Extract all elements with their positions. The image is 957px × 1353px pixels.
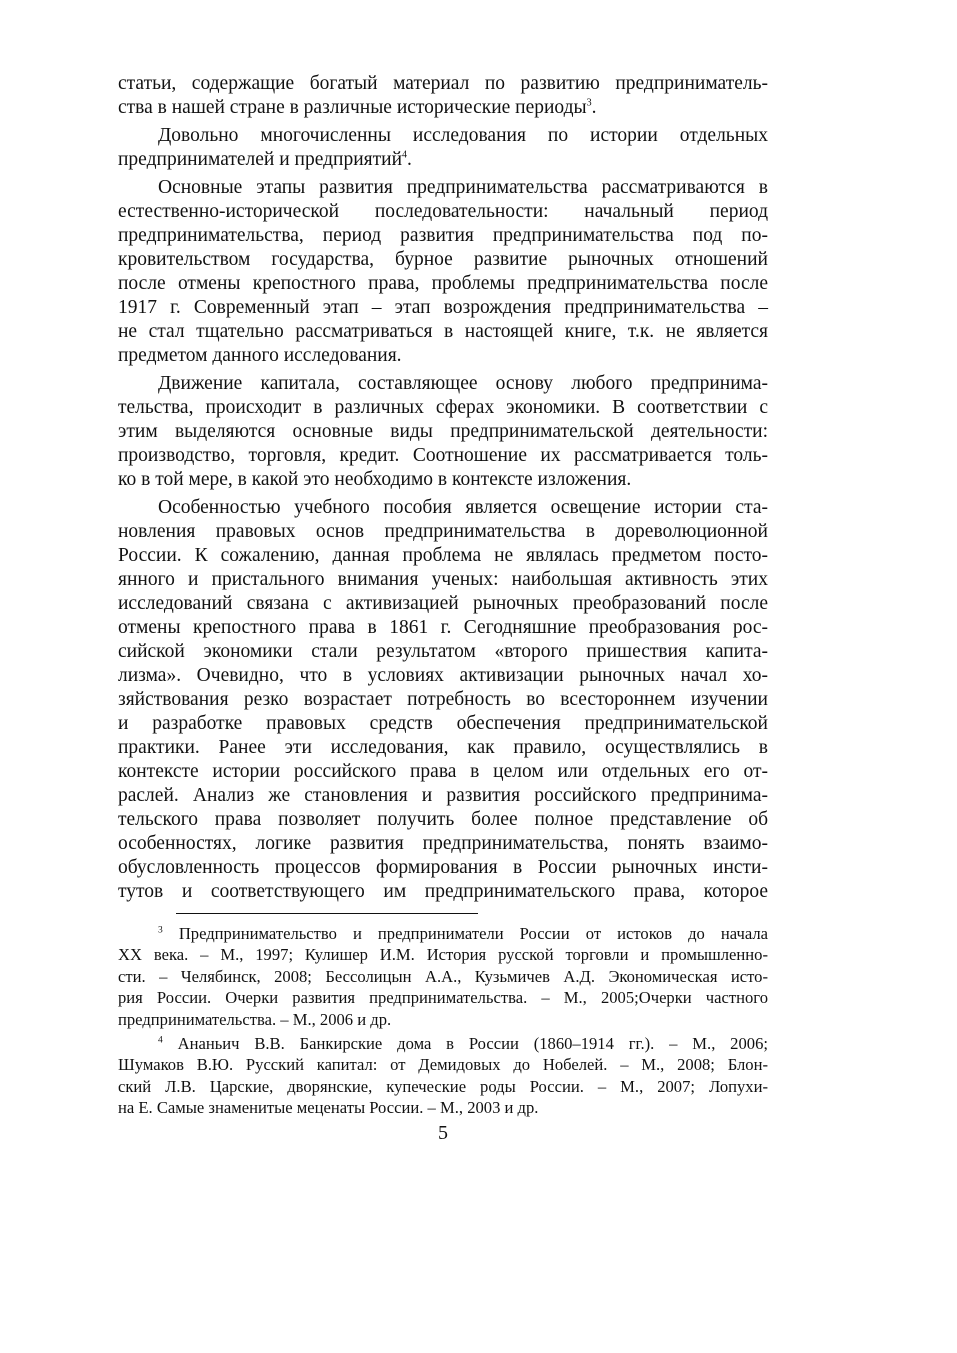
paragraph-line: [118, 664, 768, 688]
paragraph-line: [118, 736, 768, 760]
paragraph-line-text: этим выделяются основные виды предпринимательской деятельности:: [118, 421, 768, 442]
footnote-line: [118, 1054, 768, 1075]
footnote-ref[interactable]: 4: [402, 149, 408, 161]
paragraph-line-text: тутов и соответствующего им предпринимательского права, которое: [118, 881, 768, 902]
paragraph-line: [118, 296, 768, 320]
paragraph-line: [118, 856, 768, 880]
paragraph-line: [118, 616, 768, 640]
footnote-line: [118, 1076, 768, 1097]
paragraph-line: [118, 272, 768, 296]
paragraph: [118, 72, 768, 120]
paragraph-line: [118, 224, 768, 248]
paragraph: [118, 124, 768, 172]
footnote-marker: 3: [158, 925, 163, 936]
footnote-line-text: сти. – Челябинск, 2008; Бессолицын А.А., Кузьмичев А.Д. Экономическая исто-: [118, 966, 768, 986]
paragraph-line-text: контексте истории российского права в целом или отдельных его от-: [118, 761, 768, 782]
paragraph-line-text: и разработке правовых средств обеспечения предпринимательской: [118, 713, 768, 734]
paragraph-line-text: тельства, происходит в различных сферах экономики. В соответствии с: [118, 397, 768, 418]
paragraph-line: [118, 444, 768, 468]
paragraph-line: [118, 784, 768, 808]
footnotes: [118, 923, 768, 1122]
paragraph-line-text: предпринимателей и предприятий: [118, 149, 403, 170]
paragraph-line-text: производство, торговля, кредит. Соотношение их рассматривается толь-: [118, 445, 768, 466]
page-number: 5: [438, 1122, 448, 1144]
paragraph-line: [118, 760, 768, 784]
footnote-line: [118, 1009, 768, 1030]
paragraph-line-text: предметом данного исследования.: [118, 345, 402, 366]
footnote-line: [118, 1097, 768, 1118]
footnote-line: [118, 944, 768, 965]
footnote-line-text: Предпринимательство и предприниматели России от истоков до начала: [178, 924, 768, 943]
paragraph-line: [118, 520, 768, 544]
paragraph: [118, 176, 768, 368]
paragraph-line-text: особенностях, логике развития предпринимательства, понять взаимо-: [118, 833, 768, 854]
sentence-end: .: [407, 149, 412, 170]
paragraph-line: [118, 200, 768, 224]
footnote-line-text: рия России. Очерки развития предпринимательства. – М., 2005;Очерки частного: [118, 988, 768, 1008]
body-text: [118, 72, 768, 908]
footnote-ref[interactable]: 3: [586, 97, 592, 109]
footnote: [118, 1033, 768, 1119]
paragraph-line: [118, 640, 768, 664]
paragraph-line-text: после отмены крепостного права, проблемы предпринимательства после: [118, 273, 768, 294]
footnote-line-text: предпринимательства. – М., 2006 и др.: [118, 1009, 392, 1029]
footnote-line-text: ский Л.В. Царские, дворянские, купеческие роды России. – М., 2007; Лопухи-: [118, 1076, 768, 1096]
paragraph-line-text: кровительством государства, бурное развитие рыночных отношений: [118, 249, 768, 270]
paragraph-line-text: практики. Ранее эти исследования, как правило, осуществлялись в: [118, 737, 768, 758]
paragraph-line-text: исследований связана с активизацией рыночных преобразований после: [118, 593, 768, 614]
paragraph-line: [118, 124, 768, 148]
footnote-line-text: на Е. Самые знаменитые меценаты России. – М., 2003 и др.: [118, 1098, 539, 1118]
paragraph-line: [118, 372, 768, 396]
paragraph-line-text: Довольно многочисленны исследования по истории отдельных: [158, 125, 768, 146]
footnote-line: [118, 1033, 768, 1054]
paragraph-line: [118, 712, 768, 736]
paragraph-line: [118, 808, 768, 832]
paragraph-line-text: лизма». Очевидно, что в условиях активизации рыночных начал хо-: [118, 665, 768, 686]
footnote-marker: 4: [158, 1035, 163, 1046]
footnote-line-text: Ананьич В.В. Банкирские дома в России (1860–1914 гг.). – М., 2006;: [177, 1033, 768, 1053]
paragraph-line: [118, 96, 768, 120]
footnote-line: [118, 966, 768, 987]
footnote-line: [118, 987, 768, 1008]
paragraph-line: [118, 688, 768, 712]
paragraph-line: [118, 344, 768, 368]
footnote-separator: [176, 913, 478, 914]
paragraph-line-text: новления правовых основ предпринимательства в дореволюционной: [118, 521, 768, 542]
paragraph-line: [118, 396, 768, 420]
paragraph-line-text: Особенностью учебного пособия является освещение истории ста-: [158, 497, 768, 518]
paragraph-line-text: отмены крепостного права в 1861 г. Сегодняшние преобразования рос-: [118, 617, 768, 638]
paragraph-line: [118, 496, 768, 520]
paragraph-line: [118, 72, 768, 96]
paragraph-line-text: Основные этапы развития предпринимательства рассматриваются в: [158, 177, 768, 198]
sentence-end: .: [591, 97, 597, 118]
paragraph-line-text: 1917 г. Современный этап – этап возрождения предпринимательства –: [118, 297, 768, 318]
paragraph-line: [118, 832, 768, 856]
paragraph-line: [118, 592, 768, 616]
paragraph-line-text: зяйствования резко возрастает потребность во всестороннем изучении: [118, 689, 768, 710]
paragraph-line-text: предпринимательства, период развития предпринимательства под по-: [118, 225, 768, 246]
paragraph-line: [118, 320, 768, 344]
paragraph-line-text: раслей. Анализ же становления и развития российского предпринима-: [118, 785, 768, 806]
paragraph: [118, 496, 768, 904]
paragraph: [118, 372, 768, 492]
paragraph-line-text: естественно-исторической последовательности: начальный период: [118, 201, 768, 222]
footnote: [118, 923, 768, 1030]
paragraph-line-text: ко в той мере, в какой это необходимо в контексте изложения.: [118, 469, 632, 490]
paragraph-line-text: обусловленность процессов формирования в России рыночных инсти-: [118, 857, 768, 878]
paragraph-line: [118, 468, 768, 492]
footnote-line-text: Шумаков В.Ю. Русский капитал: от Демидовых до Нобелей. – М., 2008; Блон-: [118, 1055, 768, 1075]
paragraph-line-text: Движение капитала, составляющее основу любого предпринима-: [158, 373, 768, 394]
paragraph-line-text: янного и пристального внимания ученых: наибольшая активность этих: [118, 569, 768, 590]
footnote-line: [118, 923, 768, 944]
paragraph-line-text: статьи, содержащие богатый материал по развитию предприниматель-: [118, 73, 768, 94]
paragraph-line-text: тельского права позволяет получить более полное представление об: [118, 809, 768, 830]
footnote-line-text: XX века. – М., 1997; Кулишер И.М. История русской торговли и промышленно-: [118, 945, 768, 965]
paragraph-line: [118, 148, 768, 172]
paragraph-line: [118, 248, 768, 272]
paragraph-line-text: ства в нашей стране в различные исторические периоды: [118, 97, 587, 118]
paragraph-line: [118, 568, 768, 592]
paragraph-line-text: сийской экономики стали результатом «второго пришествия капита-: [118, 641, 768, 662]
paragraph-line: [118, 880, 768, 904]
paragraph-line-text: России. К сожалению, данная проблема не являлась предметом посто-: [118, 545, 768, 566]
paragraph-line-text: не стал тщательно рассматриваться в настоящей книге, т.к. не является: [118, 321, 768, 342]
paragraph-line: [118, 176, 768, 200]
paragraph-line: [118, 544, 768, 568]
paragraph-line: [118, 420, 768, 444]
